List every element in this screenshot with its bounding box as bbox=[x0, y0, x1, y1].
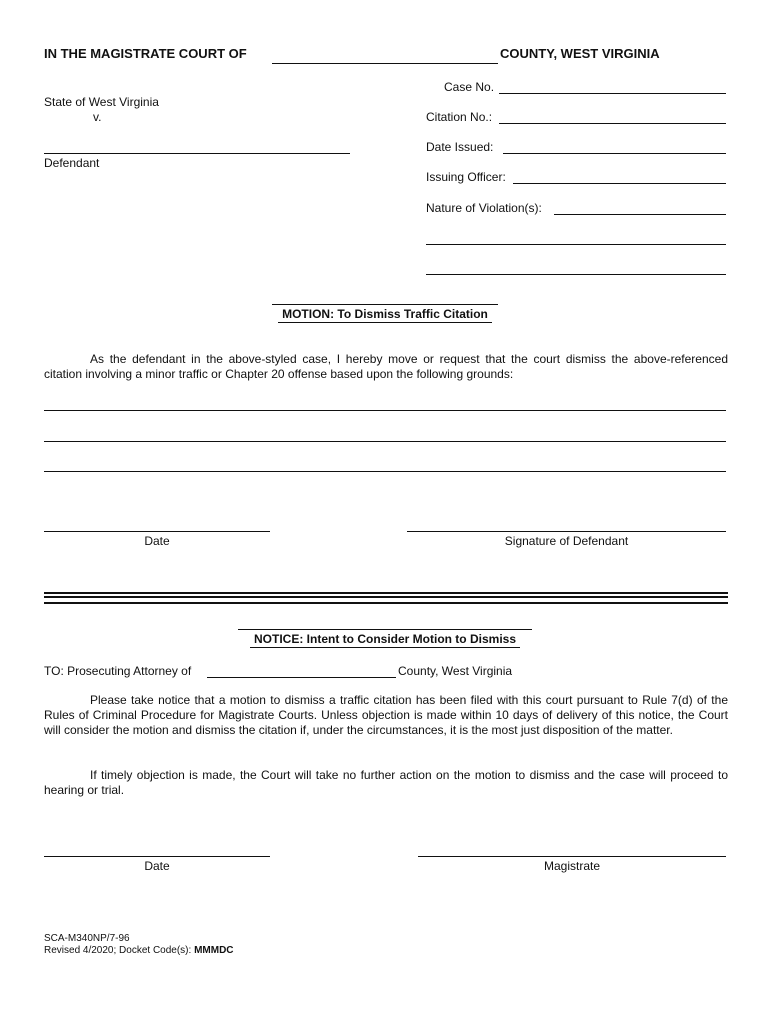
case-no-input-line[interactable] bbox=[499, 93, 726, 94]
motion-title-rule bbox=[272, 304, 498, 305]
motion-title: MOTION: To Dismiss Traffic Citation bbox=[278, 307, 492, 323]
notice-title-rule bbox=[238, 629, 532, 630]
notice-paragraph-1: Please take notice that a motion to dismiss a traffic citation has been filed with this court pursuant to Rule 7(d) of the Rules of Criminal Procedure for Magistrate Courts. Unless objection is made within 10 days of delivery of this notice, the Court will consider the motion and dismiss the citation if, under the circumstances, it is the most just disposition of the matter. bbox=[44, 693, 728, 737]
prosecutor-county-input-line[interactable] bbox=[207, 677, 396, 678]
form-code: SCA-M340NP/7-96 bbox=[44, 933, 130, 944]
motion-date-label: Date bbox=[144, 534, 170, 548]
grounds-line-1[interactable] bbox=[44, 410, 726, 411]
to-prosecutor-label: TO: Prosecuting Attorney of bbox=[44, 664, 192, 678]
notice-paragraph-2: If timely objection is made, the Court will take no further action on the motion to dismiss and the case will proceed to hearing or trial. bbox=[44, 768, 728, 797]
case-no-label: Case No. bbox=[444, 80, 495, 94]
motion-date-line[interactable] bbox=[44, 531, 270, 532]
county-input-line[interactable] bbox=[272, 63, 498, 64]
nature-of-violation-label: Nature of Violation(s): bbox=[426, 201, 542, 215]
defendant-label: Defendant bbox=[44, 156, 100, 170]
defendant-signature-label: Signature of Defendant bbox=[504, 534, 629, 548]
court-header-prefix: IN THE MAGISTRATE COURT OF bbox=[44, 46, 247, 61]
notice-date-line[interactable] bbox=[44, 856, 270, 857]
nature-of-violation-line-2[interactable] bbox=[426, 244, 726, 245]
motion-body: As the defendant in the above-styled case, I hereby move or request that the court dismiss the above-referenced citation involving a minor traffic or Chapter 20 offense based upon the following grounds: bbox=[44, 352, 728, 381]
notice-title: NOTICE: Intent to Consider Motion to Dismiss bbox=[250, 632, 520, 648]
motion-title-wrap bbox=[230, 307, 540, 323]
state-label: State of West Virginia bbox=[44, 95, 159, 109]
docket-code: MMMDC bbox=[194, 945, 234, 956]
versus-label: v. bbox=[93, 110, 102, 124]
date-issued-label: Date Issued: bbox=[426, 140, 494, 154]
date-issued-input-line[interactable] bbox=[503, 153, 726, 154]
to-county-suffix: County, West Virginia bbox=[398, 664, 513, 678]
notice-title-wrap bbox=[200, 632, 570, 648]
defendant-input-line[interactable] bbox=[44, 153, 350, 154]
revised-label: Revised 4/2020; Docket Code(s): bbox=[44, 945, 192, 956]
citation-no-input-line[interactable] bbox=[499, 123, 726, 124]
magistrate-signature-label: Magistrate bbox=[543, 859, 601, 873]
defendant-signature-line[interactable] bbox=[407, 531, 726, 532]
court-header-suffix: COUNTY, WEST VIRGINIA bbox=[500, 46, 660, 61]
citation-no-label: Citation No.: bbox=[426, 110, 493, 124]
revision-info bbox=[44, 945, 234, 956]
issuing-officer-label: Issuing Officer: bbox=[426, 170, 506, 184]
nature-of-violation-line-3[interactable] bbox=[426, 274, 726, 275]
issuing-officer-input-line[interactable] bbox=[513, 183, 726, 184]
notice-date-label: Date bbox=[144, 859, 170, 873]
grounds-line-3[interactable] bbox=[44, 471, 726, 472]
grounds-line-2[interactable] bbox=[44, 441, 726, 442]
section-separator bbox=[44, 592, 728, 604]
nature-of-violation-input-line[interactable] bbox=[554, 214, 726, 215]
magistrate-signature-line[interactable] bbox=[418, 856, 726, 857]
